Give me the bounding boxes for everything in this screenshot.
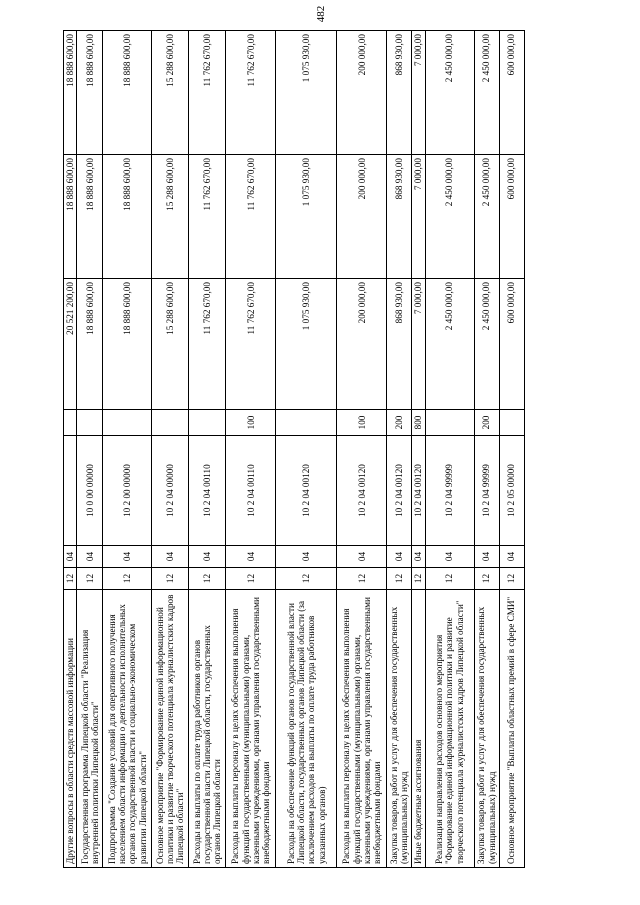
cell-razdel: 12 [226,568,276,590]
cell-expense-type: 200 [387,410,412,436]
cell-name: Основное мероприятие "Формирование единой информационной политики и развитие творческого потенциала журналистских кадров Липецкой области" [152,590,189,868]
budget-table-body [64,31,525,868]
cell-sum-3: 11 762 670,00 [226,31,276,155]
cell-razdel: 12 [276,568,337,590]
cell-razdel: 12 [387,568,412,590]
cell-expense-type: 200 [474,410,499,436]
cell-podrazdel: 04 [152,546,189,568]
cell-name: Государственная программа Липецкой области "Реализация внутренней политики Липецкой области" [77,590,103,868]
cell-podrazdel: 04 [499,546,524,568]
cell-sum-1: 200 000,00 [337,279,387,410]
budget-table [63,30,525,868]
cell-expense-type: 100 [337,410,387,436]
table-row [103,31,152,868]
cell-sum-1: 18 888 600,00 [77,279,103,410]
cell-sum-3: 1 075 930,00 [276,31,337,155]
cell-sum-2: 200 000,00 [337,155,387,279]
table-row [64,31,77,868]
cell-sum-1: 11 762 670,00 [226,279,276,410]
table-row [276,31,337,868]
cell-sum-3: 2 450 000,00 [425,31,474,155]
cell-expense-type [276,410,337,436]
cell-razdel: 12 [412,568,425,590]
cell-podrazdel: 04 [189,546,226,568]
cell-sum-1: 2 450 000,00 [474,279,499,410]
cell-sum-2: 18 888 600,00 [77,155,103,279]
cell-target-article: 10 2 04 99999 [425,436,474,546]
cell-target-article: 10 2 04 00120 [337,436,387,546]
cell-sum-2: 7 000,00 [412,155,425,279]
cell-razdel: 12 [425,568,474,590]
cell-expense-type [189,410,226,436]
cell-target-article: 10 2 04 99999 [474,436,499,546]
cell-podrazdel: 04 [412,546,425,568]
cell-podrazdel: 04 [474,546,499,568]
cell-target-article: 10 0 00 00000 [77,436,103,546]
rotated-budget-table-container [63,31,571,868]
table-row [387,31,412,868]
cell-podrazdel: 04 [337,546,387,568]
cell-expense-type [64,410,77,436]
cell-sum-2: 2 450 000,00 [425,155,474,279]
cell-razdel: 12 [499,568,524,590]
cell-sum-2: 15 288 600,00 [152,155,189,279]
cell-expense-type [152,410,189,436]
table-row [226,31,276,868]
cell-podrazdel: 04 [77,546,103,568]
cell-razdel: 12 [103,568,152,590]
cell-expense-type: 100 [226,410,276,436]
cell-sum-2: 11 762 670,00 [226,155,276,279]
cell-sum-3: 200 000,00 [337,31,387,155]
table-row [499,31,524,868]
cell-razdel: 12 [152,568,189,590]
cell-sum-3: 868 930,00 [387,31,412,155]
table-row [425,31,474,868]
cell-razdel: 12 [189,568,226,590]
cell-sum-2: 600 000,00 [499,155,524,279]
table-row [189,31,226,868]
table-row [474,31,499,868]
cell-expense-type [499,410,524,436]
cell-name: Расходы на обеспечение функций органов государственной власти Липецкой области, государственных органов Липецкой области (за исключением расходов на выплаты по оплате труда работников указанных органов) [276,590,337,868]
table-row [412,31,425,868]
cell-name: Подпрограмма "Создание условий для оперативного получения населением области информации о деятельности исполнительных органов государственной власти и социально-экономическом развитии Липецкой области" [103,590,152,868]
cell-sum-1: 7 000,00 [412,279,425,410]
cell-sum-3: 18 888 600,00 [103,31,152,155]
cell-target-article: 10 2 04 00120 [412,436,425,546]
cell-sum-3: 18 888 600,00 [64,31,77,155]
cell-sum-3: 11 762 670,00 [189,31,226,155]
cell-podrazdel: 04 [425,546,474,568]
cell-expense-type [425,410,474,436]
cell-sum-1: 600 000,00 [499,279,524,410]
cell-razdel: 12 [64,568,77,590]
cell-sum-2: 18 888 600,00 [64,155,77,279]
cell-sum-1: 18 888 600,00 [103,279,152,410]
cell-sum-2: 18 888 600,00 [103,155,152,279]
cell-name: Иные бюджетные ассигнования [412,590,425,868]
cell-sum-1: 1 075 930,00 [276,279,337,410]
cell-name: Закупка товаров, работ и услуг для обеспечения государственных (муниципальных) нужд [387,590,412,868]
cell-expense-type [77,410,103,436]
cell-sum-2: 2 450 000,00 [474,155,499,279]
table-row [77,31,103,868]
cell-name: Расходы на выплаты персоналу в целях обеспечения выполнения функций государственными (муниципальными) органами, казенными учреждениями, органами управления государственными внебюджетными фондами [226,590,276,868]
cell-target-article: 10 2 04 00000 [152,436,189,546]
cell-razdel: 12 [337,568,387,590]
cell-expense-type: 800 [412,410,425,436]
cell-target-article: 10 2 04 00110 [226,436,276,546]
cell-sum-1: 11 762 670,00 [189,279,226,410]
cell-name: Расходы на выплаты по оплате труда работников органов государственной власти Липецкой области, государственных органов Липецкой области [189,590,226,868]
cell-target-article: 10 2 04 00110 [189,436,226,546]
cell-podrazdel: 04 [64,546,77,568]
cell-target-article: 10 2 00 00000 [103,436,152,546]
cell-sum-2: 1 075 930,00 [276,155,337,279]
cell-target-article: 10 2 05 00000 [499,436,524,546]
cell-sum-3: 2 450 000,00 [474,31,499,155]
cell-sum-3: 600 000,00 [499,31,524,155]
cell-name: Реализация направления расходов основного мероприятия "Формирование единой информационной политики и развитие творческого потенциала журналистских кадров Липецкой области" [425,590,474,868]
table-row [152,31,189,868]
cell-target-article: 10 2 04 00120 [276,436,337,546]
table-row [337,31,387,868]
cell-name: Закупка товаров, работ и услуг для обеспечения государственных (муниципальных) нужд [474,590,499,868]
cell-razdel: 12 [474,568,499,590]
cell-expense-type [103,410,152,436]
cell-sum-1: 20 521 200,00 [64,279,77,410]
cell-sum-3: 15 288 600,00 [152,31,189,155]
cell-sum-1: 15 288 600,00 [152,279,189,410]
cell-sum-1: 2 450 000,00 [425,279,474,410]
cell-sum-2: 11 762 670,00 [189,155,226,279]
cell-sum-2: 868 930,00 [387,155,412,279]
cell-podrazdel: 04 [276,546,337,568]
cell-sum-1: 868 930,00 [387,279,412,410]
page-number: 482 [315,5,327,23]
cell-podrazdel: 04 [387,546,412,568]
cell-podrazdel: 04 [226,546,276,568]
cell-razdel: 12 [77,568,103,590]
cell-target-article: 10 2 04 00120 [387,436,412,546]
cell-name: Другие вопросы в области средств массовой информации [64,590,77,868]
cell-sum-3: 7 000,00 [412,31,425,155]
cell-name: Основное мероприятие "Выплаты областных премий в сфере СМИ" [499,590,524,868]
cell-podrazdel: 04 [103,546,152,568]
cell-sum-3: 18 888 600,00 [77,31,103,155]
cell-target-article [64,436,77,546]
cell-name: Расходы на выплаты персоналу в целях обеспечения выполнения функций государственными (муниципальными) органами, казенными учреждениями, органами управления государственными внебюджетными фондами [337,590,387,868]
